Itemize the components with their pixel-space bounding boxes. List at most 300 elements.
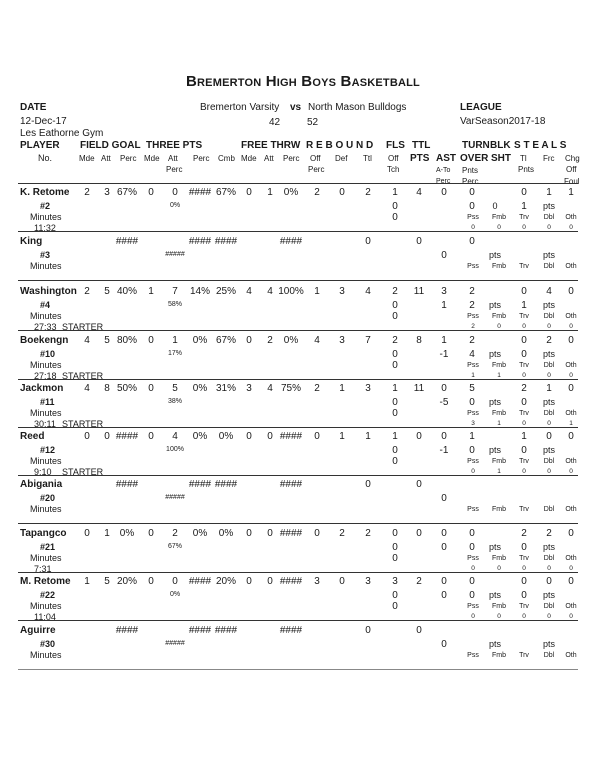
pss-label: Pss: [467, 458, 479, 465]
turnover-count: 0: [497, 613, 501, 620]
turnover-count: 0: [471, 224, 475, 231]
reb-def: 0: [339, 187, 345, 198]
col-reb-ttl: Ttl: [363, 154, 372, 163]
fouls-tch: 0: [392, 212, 398, 223]
minutes-value: 11:04: [34, 612, 56, 622]
row-divider: [18, 620, 578, 621]
sht-pts: pts: [488, 250, 502, 260]
trv-label: Trv: [519, 263, 529, 270]
reb-total: 7: [365, 335, 371, 346]
ft-perc: ####: [279, 528, 303, 539]
tl-points: 0: [521, 445, 527, 456]
tl-points: 0: [521, 397, 527, 408]
cmb-perc: 0%: [218, 431, 234, 442]
pss-label: Pss: [467, 506, 479, 513]
frc-pts: pts: [542, 397, 556, 407]
turnovers: 0: [469, 576, 475, 587]
col-over-perc: Perc: [462, 177, 479, 186]
minutes-label: Minutes: [30, 504, 62, 514]
row-divider: [18, 231, 578, 232]
oth-label: Oth: [565, 458, 577, 465]
frc-pts: pts: [542, 300, 556, 310]
ft-perc: 100%: [278, 286, 304, 297]
over-points: 4: [469, 349, 475, 360]
fmb-label: Fmb: [492, 214, 506, 221]
cmb-perc: ####: [214, 479, 238, 490]
tl-points: 1: [521, 201, 527, 212]
minutes-value: 30:11: [34, 419, 56, 429]
player-number: #20: [40, 493, 56, 503]
forced: 4: [546, 286, 552, 297]
col-a-to-perc: Perc: [436, 178, 451, 185]
points: 11: [413, 286, 425, 297]
fouls-off: 0: [392, 201, 398, 212]
reb-total: 1: [365, 431, 371, 442]
frc-pts: pts: [542, 445, 556, 455]
turnover-count: 0: [522, 468, 526, 475]
frc-pts: pts: [542, 590, 556, 600]
points: 0: [416, 236, 422, 247]
player-number: #30: [40, 639, 56, 649]
frc-pts: pts: [542, 639, 556, 649]
steals: 2: [521, 383, 527, 394]
turnover-count: 0: [547, 224, 551, 231]
ft-att: 0: [267, 576, 273, 587]
ft-perc: ####: [279, 625, 303, 636]
ft-att: 2: [267, 335, 273, 346]
tl-points: 0: [521, 590, 527, 601]
league-name: VarSeason2017-18: [460, 116, 546, 127]
tl-points: 0: [521, 542, 527, 553]
home-team: Bremerton Varsity: [200, 102, 280, 113]
ft-perc: 0%: [283, 187, 299, 198]
cmb-perc: 31%: [215, 383, 237, 394]
turnover-count: 1: [471, 372, 475, 379]
col-cmb: Cmb: [218, 154, 235, 163]
col-3p-mde: Mde: [144, 154, 160, 163]
ft-made: 0: [246, 335, 252, 346]
assists: 1: [441, 335, 447, 346]
fmb-label: Fmb: [492, 603, 506, 610]
fouls: 1: [392, 187, 398, 198]
minutes-label: Minutes: [30, 212, 62, 222]
forced: 0: [546, 576, 552, 587]
ft-perc: ####: [279, 236, 303, 247]
ft-made: 0: [246, 187, 252, 198]
reb-total: 0: [365, 479, 371, 490]
col-tch: Tch: [387, 165, 400, 174]
player-name: King: [20, 236, 43, 247]
reb-off: 0: [314, 528, 320, 539]
cmb-perc: 20%: [215, 576, 237, 587]
3p-att: 0: [172, 576, 178, 587]
turnover-count: 2: [471, 323, 475, 330]
starter-label: STARTER: [62, 467, 104, 477]
assist-to: -5: [439, 397, 449, 408]
fg-perc: ####: [115, 479, 139, 490]
3p-perc: ####: [188, 625, 212, 636]
col-off-tch: Off: [388, 154, 399, 163]
fg-perc: 67%: [116, 187, 138, 198]
minutes-label: Minutes: [30, 456, 62, 466]
fg-perc: 50%: [116, 383, 138, 394]
fmb-label: Fmb: [492, 506, 506, 513]
minutes-label: Minutes: [30, 650, 62, 660]
dbl-label: Dbl: [543, 603, 555, 610]
minutes-label: Minutes: [30, 601, 62, 611]
col-turn: TURN: [462, 140, 490, 151]
assist-to: 0: [441, 542, 447, 553]
fg-att: 1: [104, 528, 110, 539]
fouls-tch: 0: [392, 311, 398, 322]
pss-label: Pss: [467, 652, 479, 659]
3p-perc: 0%: [192, 335, 208, 346]
ft-made: 0: [246, 576, 252, 587]
player-name: Washington: [20, 286, 77, 297]
starter-label: STARTER: [62, 371, 104, 381]
ft-att: 1: [267, 187, 273, 198]
fg-att: 0: [104, 431, 110, 442]
3p-perc: 0%: [192, 528, 208, 539]
charges: 0: [568, 335, 574, 346]
turnover-count: 1: [497, 468, 501, 475]
fg-made: 2: [84, 187, 90, 198]
fg-att: 8: [104, 383, 110, 394]
starter-label: STARTER: [62, 322, 104, 332]
col-steals: S T E A L S: [514, 140, 567, 151]
3p-att: 7: [172, 286, 178, 297]
player-number: #4: [40, 300, 51, 310]
header-divider: [18, 183, 578, 184]
charges: 0: [568, 576, 574, 587]
charges: 0: [568, 528, 574, 539]
3p-sub-perc: #####: [165, 640, 185, 647]
frc-pts: pts: [542, 250, 556, 260]
dbl-label: Dbl: [543, 362, 555, 369]
cmb-perc: 0%: [218, 528, 234, 539]
col-ast: AST: [436, 153, 456, 164]
turnover-count: 0: [569, 323, 573, 330]
player-number: #2: [40, 201, 51, 211]
3p-sub-perc: 0%: [169, 202, 181, 209]
over-points: 0: [469, 397, 475, 408]
dbl-label: Dbl: [543, 555, 555, 562]
turnover-count: 0: [547, 613, 551, 620]
3p-made: 0: [148, 431, 154, 442]
col-over: OVER: [460, 153, 489, 164]
3p-att: 5: [172, 383, 178, 394]
points: 2: [416, 576, 422, 587]
cmb-perc: 25%: [215, 286, 237, 297]
ft-made: 0: [246, 528, 252, 539]
turnover-count: 0: [569, 613, 573, 620]
cmb-perc: 67%: [215, 335, 237, 346]
dbl-label: Dbl: [543, 313, 555, 320]
sht-pts: 0: [492, 201, 498, 211]
oth-label: Oth: [565, 555, 577, 562]
3p-sub-perc: 38%: [167, 398, 183, 405]
3p-att: 2: [172, 528, 178, 539]
oth-label: Oth: [565, 263, 577, 270]
trv-label: Trv: [519, 555, 529, 562]
turnover-count: 0: [497, 565, 501, 572]
points: 8: [416, 335, 422, 346]
row-divider: [18, 379, 578, 380]
ft-att: 4: [267, 286, 273, 297]
trv-label: Trv: [519, 603, 529, 610]
starter-label: STARTER: [62, 419, 104, 429]
player-number: #22: [40, 590, 56, 600]
col-tl-pnts: Pnts: [518, 165, 535, 174]
3p-perc: 0%: [192, 383, 208, 394]
fg-perc: 20%: [116, 576, 138, 587]
row-divider: [18, 330, 578, 331]
col-three-pts: THREE PTS: [146, 140, 203, 151]
tl-points: 0: [521, 349, 527, 360]
pss-label: Pss: [467, 410, 479, 417]
pss-label: Pss: [467, 263, 479, 270]
fg-att: 5: [104, 286, 110, 297]
over-points: 0: [469, 445, 475, 456]
fg-perc: 0%: [119, 528, 135, 539]
minutes-label: Minutes: [30, 360, 62, 370]
player-name: M. Retome: [20, 576, 71, 587]
col-tl: Tl: [520, 154, 527, 163]
fmb-label: Fmb: [492, 555, 506, 562]
fouls: 3: [392, 576, 398, 587]
turnovers: 0: [469, 187, 475, 198]
col-3p-att: Att: [168, 154, 178, 163]
3p-sub-perc: 17%: [167, 350, 183, 357]
player-name: Tapangco: [20, 528, 67, 539]
fouls-tch: 0: [392, 456, 398, 467]
turnover-count: 0: [522, 420, 526, 427]
player-name: K. Retome: [20, 187, 70, 198]
trv-label: Trv: [519, 652, 529, 659]
reb-def: 1: [339, 383, 345, 394]
col-ttl: TTL: [412, 140, 431, 151]
ft-made: 4: [246, 286, 252, 297]
assists: 3: [441, 286, 447, 297]
col-fg-mde: Mde: [79, 154, 95, 163]
reb-total: 0: [365, 236, 371, 247]
dbl-label: Dbl: [543, 214, 555, 221]
turnover-count: 0: [522, 613, 526, 620]
3p-perc: ####: [188, 576, 212, 587]
trv-label: Trv: [519, 313, 529, 320]
turnover-count: 3: [471, 420, 475, 427]
cmb-perc: 67%: [215, 187, 237, 198]
assist-to: -1: [439, 349, 449, 360]
fouls: 1: [392, 431, 398, 442]
steals: 1: [521, 431, 527, 442]
assist-to: 0: [441, 493, 447, 504]
3p-sub-perc: 0%: [169, 591, 181, 598]
fmb-label: Fmb: [492, 458, 506, 465]
ft-att: 0: [267, 528, 273, 539]
reb-total: 4: [365, 286, 371, 297]
turnovers: 2: [469, 286, 475, 297]
fmb-label: Fmb: [492, 313, 506, 320]
minutes-label: Minutes: [30, 261, 62, 271]
fouls-off: 0: [392, 445, 398, 456]
steals: 0: [521, 187, 527, 198]
fmb-label: Fmb: [492, 410, 506, 417]
pss-label: Pss: [467, 603, 479, 610]
away-score: 52: [307, 117, 319, 128]
sht-pts: pts: [488, 349, 502, 359]
col-field-goal: FIELD GOAL: [80, 140, 141, 151]
fg-made: 2: [84, 286, 90, 297]
points: 0: [416, 431, 422, 442]
col-reb-off-perc: Perc: [308, 165, 325, 174]
player-name: Aguirre: [20, 625, 56, 636]
col-chg-off: Off: [566, 165, 577, 174]
3p-perc: 14%: [189, 286, 211, 297]
sht-pts: pts: [488, 542, 502, 552]
3p-made: 1: [148, 286, 154, 297]
col-3p-perc-sub: Perc: [166, 165, 183, 174]
fg-made: 4: [84, 335, 90, 346]
points: 11: [413, 383, 425, 394]
3p-sub-perc: 67%: [167, 543, 183, 550]
reb-off: 3: [314, 576, 320, 587]
reb-def: 0: [339, 576, 345, 587]
col-reb-def: Def: [335, 154, 348, 163]
col-ft-mde: Mde: [241, 154, 257, 163]
pss-label: Pss: [467, 555, 479, 562]
fouls-off: 0: [392, 349, 398, 360]
col-fg-perc: Perc: [120, 154, 137, 163]
fg-perc: 40%: [116, 286, 138, 297]
minutes-value: 9:10: [34, 467, 52, 477]
col-a-to: A-To: [436, 167, 451, 174]
col-player: PLAYER: [20, 140, 60, 151]
col-ft-att: Att: [264, 154, 274, 163]
fouls-tch: 0: [392, 408, 398, 419]
steals: 2: [521, 528, 527, 539]
reb-def: 3: [339, 335, 345, 346]
turnover-count: 0: [547, 372, 551, 379]
fg-made: 1: [84, 576, 90, 587]
reb-total: 2: [365, 528, 371, 539]
reb-off: 2: [314, 383, 320, 394]
sht-pts: pts: [488, 639, 502, 649]
charges: 1: [568, 187, 574, 198]
fg-att: 5: [104, 576, 110, 587]
points: 4: [416, 187, 422, 198]
col-free-throw: FREE THRW: [241, 140, 301, 151]
oth-label: Oth: [565, 506, 577, 513]
turnovers: 0: [469, 236, 475, 247]
oth-label: Oth: [565, 603, 577, 610]
turnover-count: 0: [547, 565, 551, 572]
charges: 0: [568, 286, 574, 297]
col-pts: PTS: [410, 153, 430, 164]
3p-sub-perc: 58%: [167, 301, 183, 308]
reb-off: 2: [314, 187, 320, 198]
trv-label: Trv: [519, 362, 529, 369]
assist-to: 0: [441, 590, 447, 601]
forced: 0: [546, 431, 552, 442]
3p-sub-perc: 100%: [166, 446, 184, 453]
3p-att: 1: [172, 335, 178, 346]
tl-points: 1: [521, 300, 527, 311]
assist-to: 1: [441, 300, 447, 311]
minutes-value: 27:18: [34, 371, 57, 381]
reb-def: 2: [339, 528, 345, 539]
fouls-tch: 0: [392, 360, 398, 371]
away-team: North Mason Bulldogs: [308, 102, 407, 113]
col-sht: SHT: [491, 153, 511, 164]
sht-pts: pts: [488, 590, 502, 600]
fouls-off: 0: [392, 590, 398, 601]
3p-perc: ####: [188, 236, 212, 247]
ft-att: 0: [267, 431, 273, 442]
ft-perc: 0%: [283, 335, 299, 346]
ft-perc: ####: [279, 576, 303, 587]
3p-made: 0: [148, 576, 154, 587]
fg-made: 0: [84, 431, 90, 442]
game-location: Les Eathorne Gym: [20, 128, 104, 139]
row-divider: [18, 523, 578, 524]
ft-perc: 75%: [280, 383, 302, 394]
dbl-label: Dbl: [543, 410, 555, 417]
steals: 0: [521, 335, 527, 346]
frc-pts: pts: [542, 201, 556, 211]
turnovers: 0: [469, 528, 475, 539]
over-points: 0: [469, 590, 475, 601]
trv-label: Trv: [519, 506, 529, 513]
3p-made: 0: [148, 335, 154, 346]
cmb-perc: ####: [214, 625, 238, 636]
cmb-perc: ####: [214, 236, 238, 247]
fmb-label: Fmb: [492, 362, 506, 369]
col-pnts: Pnts: [462, 166, 479, 175]
fg-att: 5: [104, 335, 110, 346]
col-3p-perc: Perc: [193, 154, 210, 163]
row-divider: [18, 475, 578, 476]
trv-label: Trv: [519, 214, 529, 221]
minutes-label: Minutes: [30, 311, 62, 321]
forced: 1: [546, 383, 552, 394]
over-points: 0: [469, 542, 475, 553]
fg-perc: ####: [115, 236, 139, 247]
reb-total: 3: [365, 576, 371, 587]
reb-off: 1: [314, 286, 320, 297]
reb-total: 2: [365, 187, 371, 198]
game-date: 12-Dec-17: [20, 116, 67, 127]
assists: 0: [441, 383, 447, 394]
player-number: #11: [40, 397, 55, 407]
turnover-count: 0: [497, 323, 501, 330]
turnover-count: 0: [522, 224, 526, 231]
minutes-label: Minutes: [30, 408, 62, 418]
dbl-label: Dbl: [543, 652, 555, 659]
dbl-label: Dbl: [543, 263, 555, 270]
turnovers: 1: [469, 431, 475, 442]
ft-made: 3: [246, 383, 252, 394]
turnover-count: 1: [569, 420, 573, 427]
3p-perc: 0%: [192, 431, 208, 442]
fouls: 2: [392, 335, 398, 346]
oth-label: Oth: [565, 313, 577, 320]
trv-label: Trv: [519, 410, 529, 417]
col-fg-att: Att: [101, 154, 111, 163]
over-points: 2: [469, 300, 475, 311]
fouls: 1: [392, 383, 398, 394]
assists: 0: [441, 187, 447, 198]
